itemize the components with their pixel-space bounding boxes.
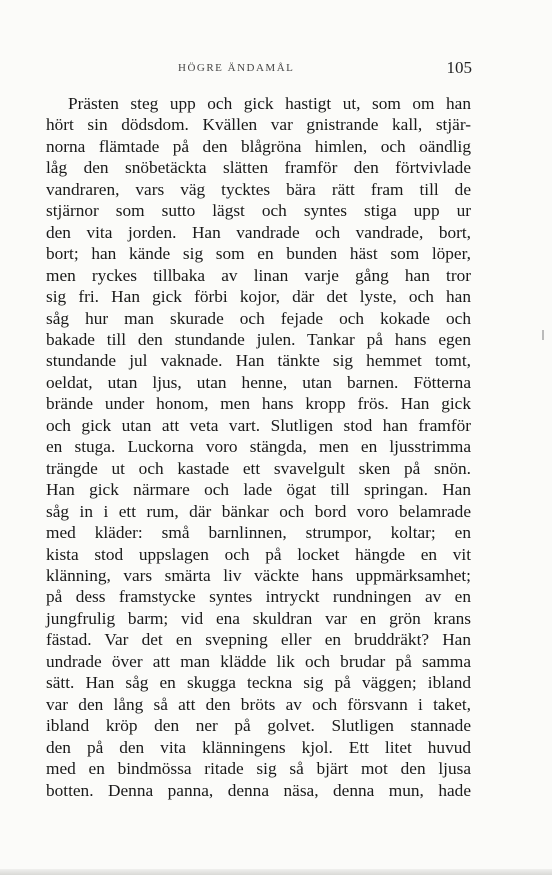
text-line: låg den snöbetäckta slätten framför den förtvivlade	[46, 158, 471, 178]
text-line: ibland kröp den ner på golvet. Slutligen stannade	[46, 716, 471, 736]
page-number: 105	[446, 58, 472, 77]
text-line: en stuga. Luckorna voro stängda, men en ljusstrimma	[46, 437, 471, 457]
page-bottom-edge	[0, 869, 552, 875]
text-line: på dess framstycke syntes intryckt rundningen av en	[46, 587, 471, 607]
margin-mark	[542, 330, 544, 340]
text-line: botten. Denna panna, denna näsa, denna mun, hade	[46, 780, 471, 800]
text-line: kista stod uppslagen och på locket hängde en vit	[46, 544, 471, 564]
text-line: stundande jul vaknade. Han tänkte sig hemmet tomt,	[46, 351, 471, 371]
text-line: undrade över att man klädde lik och brudar på samma	[46, 651, 471, 671]
text-line: fästad. Var det en svepning eller en bruddräkt? Han	[46, 630, 471, 650]
running-head: HÖGRE ÄNDAMÅL	[178, 62, 295, 74]
text-line: den på den vita klänningens kjol. Ett litet huvud	[46, 737, 471, 757]
text-line: oeldat, utan ljus, utan henne, utan barnen. Fötterna	[46, 372, 471, 392]
text-line: såg in i ett rum, där bänkar och bord voro belamrade	[46, 501, 471, 521]
text-line: Prästen steg upp och gick hastigt ut, som om han	[68, 94, 471, 113]
text-line: norna flämtade på den blågröna himlen, och oändlig	[46, 136, 471, 156]
text-line: trängde ut och kastade ett svavelgult sken på snön.	[46, 458, 471, 478]
text-line: bakade till den stundande julen. Tankar på hans egen	[46, 329, 471, 349]
text-line: men ryckes tillbaka av linan varje gång han tror	[46, 265, 471, 285]
text-line: bort; han kände sig som en bunden häst som löper,	[46, 244, 471, 264]
text-line: den vita jorden. Han vandrade och vandrade, bort,	[46, 222, 471, 242]
text-line: brände under honom, men hans kropp frös. Han gick	[46, 394, 471, 414]
text-line: såg hur man skurade och fejade och kokade och	[46, 308, 471, 328]
text-line: med kläder: små barnlinnen, strumpor, koltar; en	[46, 523, 471, 543]
body-text	[46, 93, 471, 801]
text-line: Han gick närmare och lade ögat till springan. Han	[46, 480, 471, 500]
text-line: med en bindmössa ritade sig så bjärt mot den ljusa	[46, 759, 471, 779]
text-line: hört sin dödsdom. Kvällen var gnistrande kall, stjär-	[46, 115, 471, 135]
text-line: stjärnor som sutto lägst och syntes stiga upp ur	[46, 201, 471, 221]
text-line: jungfrulig barm; vid ena skuldran var en grön krans	[46, 608, 471, 628]
text-line: och gick utan att veta vart. Slutligen stod han framför	[46, 415, 471, 435]
text-line: vandraren, vars väg tycktes bära rätt fram till de	[46, 179, 471, 199]
text-line: var den lång så att den bröts av och försvann i taket,	[46, 694, 471, 714]
text-line: klänning, vars smärta liv väckte hans uppmärksamhet;	[46, 565, 471, 585]
text-line: sätt. Han såg en skugga teckna sig på väggen; ibland	[46, 673, 471, 693]
text-line: sig fri. Han gick förbi kojor, där det lyste, och han	[46, 287, 471, 307]
